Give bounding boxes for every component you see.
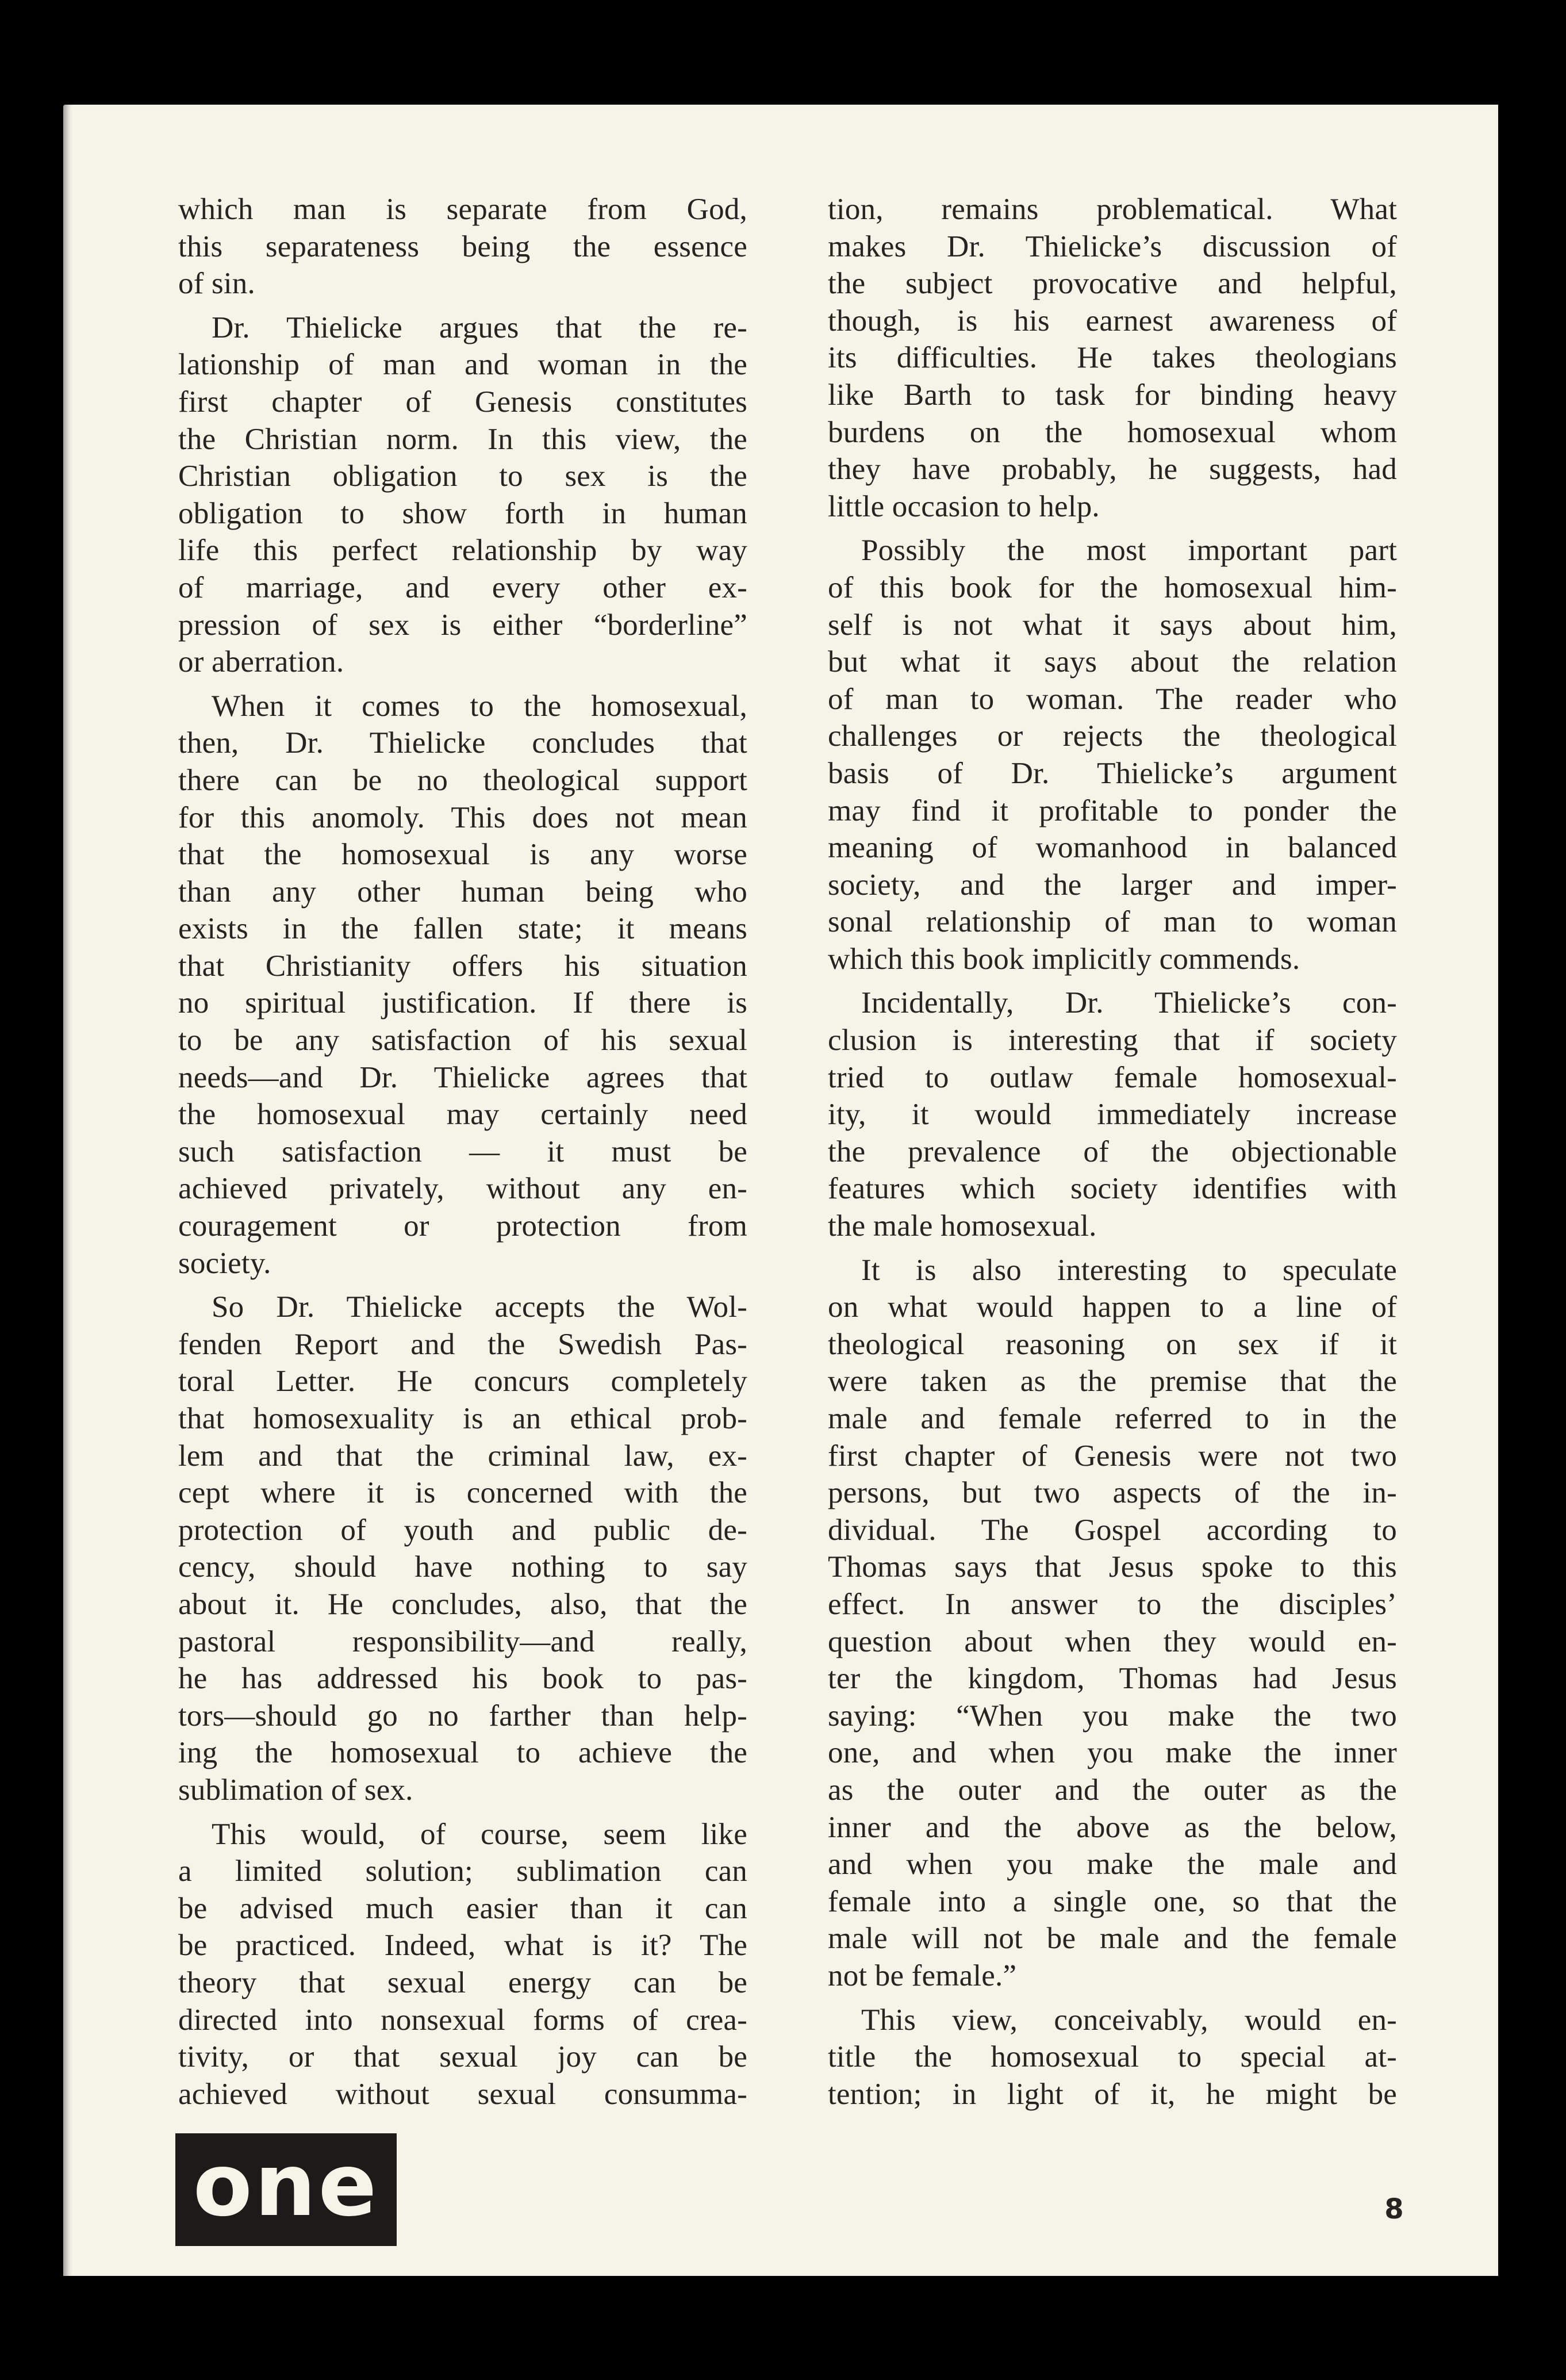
- text-line: saying: “When you make the two: [828, 1699, 1397, 1733]
- text-line: society, and the larger and imper-: [828, 868, 1397, 902]
- one-magazine-logo: [175, 2133, 397, 2246]
- text-line: that homosexuality is an ethical prob-: [178, 1402, 747, 1435]
- logo-text: one: [193, 2136, 379, 2236]
- page-number: 8: [1384, 2193, 1404, 2225]
- paragraph: [828, 984, 1397, 1244]
- text-line: to be any satisfaction of his sexual: [178, 1024, 747, 1057]
- text-line: question about when they would en-: [828, 1624, 1397, 1658]
- magazine-page: [63, 105, 1498, 2276]
- text-line: tried to outlaw female homosexual-: [828, 1060, 1397, 1094]
- text-line: about it. He concludes, also, that the: [178, 1587, 747, 1621]
- text-line: they have probably, he suggests, had: [828, 453, 1397, 486]
- text-line: theological reasoning on sex if it: [828, 1327, 1397, 1361]
- text-line: needs—and Dr. Thielicke agrees that: [178, 1060, 747, 1094]
- text-line: persons, but two aspects of the in-: [828, 1476, 1397, 1510]
- text-line: theory that sexual energy can be: [178, 1965, 747, 1999]
- text-line: Dr. Thielicke argues that the re-: [212, 311, 747, 344]
- text-line: were taken as the premise that the: [828, 1365, 1397, 1398]
- text-line: fenden Report and the Swedish Pas-: [178, 1327, 747, 1361]
- text-line: basis of Dr. Thielicke’s argument: [828, 756, 1397, 790]
- text-line: This view, conceivably, would en-: [861, 2003, 1397, 2037]
- text-line: makes Dr. Thielicke’s discussion of: [828, 229, 1397, 263]
- text-line: features which society identifies with: [828, 1172, 1397, 1206]
- text-line: ing the homosexual to achieve the: [178, 1736, 747, 1770]
- text-line: that Christianity offers his situation: [178, 949, 747, 983]
- text-line: be advised much easier than it can: [178, 1891, 747, 1925]
- text-line: ity, it would immediately increase: [828, 1098, 1397, 1132]
- text-line: sonal relationship of man to woman: [828, 905, 1397, 939]
- text-line: protection of youth and public de-: [178, 1513, 747, 1547]
- text-line: be practiced. Indeed, what is it? The: [178, 1929, 747, 1963]
- text-line: dividual. The Gospel according to: [828, 1513, 1397, 1547]
- text-line: the homosexual may certainly need: [178, 1098, 747, 1132]
- paragraph: [178, 309, 747, 681]
- text-line: pastoral responsibility—and really,: [178, 1624, 747, 1658]
- text-line: exists in the fallen state; it means: [178, 912, 747, 946]
- text-line: effect. In answer to the disciples’: [828, 1587, 1397, 1621]
- text-line: So Dr. Thielicke accepts the Wol-: [212, 1290, 747, 1324]
- text-line: clusion is interesting that if society: [828, 1024, 1397, 1057]
- text-line: pression of sex is either “borderline”: [178, 608, 747, 642]
- text-line: first chapter of Genesis constitutes: [178, 385, 747, 419]
- paragraph: [828, 1252, 1397, 1995]
- text-line: Thomas says that Jesus spoke to this: [828, 1550, 1397, 1584]
- paragraph: [828, 191, 1397, 525]
- text-line: When it comes to the homosexual,: [212, 689, 747, 723]
- text-line: and when you make the male and: [828, 1848, 1397, 1881]
- text-line: there can be no theological support: [178, 763, 747, 797]
- right-text-column: [828, 191, 1397, 2120]
- text-line: obligation to show forth in human: [178, 496, 747, 530]
- text-line: of man to woman. The reader who: [828, 682, 1397, 716]
- left-text-column: [178, 191, 747, 2120]
- text-line: ter the kingdom, Thomas had Jesus: [828, 1662, 1397, 1696]
- paragraph: [178, 688, 747, 1282]
- text-line: that the homosexual is any worse: [178, 838, 747, 872]
- text-line: on what would happen to a line of: [828, 1290, 1397, 1324]
- text-line: the Christian norm. In this view, the: [178, 422, 747, 456]
- text-line: Incidentally, Dr. Thielicke’s con-: [861, 986, 1397, 1020]
- text-line: may find it profitable to ponder the: [828, 794, 1397, 827]
- text-line: first chapter of Genesis were not two: [828, 1439, 1397, 1473]
- text-line: or aberration.: [178, 645, 344, 679]
- text-line: as the outer and the outer as the: [828, 1773, 1397, 1807]
- text-line: tion, remains problematical. What: [828, 193, 1397, 226]
- paragraph: [178, 1289, 747, 1808]
- text-line: cency, should have nothing to say: [178, 1550, 747, 1584]
- text-line: for this anomoly. This does not mean: [178, 800, 747, 834]
- text-line: like Barth to task for binding heavy: [828, 378, 1397, 412]
- text-line: of sin.: [178, 267, 255, 301]
- paragraph: [828, 532, 1397, 978]
- text-line: lem and that the criminal law, ex-: [178, 1439, 747, 1473]
- paragraph: [178, 1816, 747, 2113]
- text-line: meaning of womanhood in balanced: [828, 831, 1397, 865]
- text-line: inner and the above as the below,: [828, 1810, 1397, 1844]
- text-line: couragement or protection from: [178, 1209, 747, 1243]
- text-line: though, is his earnest awareness of: [828, 304, 1397, 338]
- text-line: then, Dr. Thielicke concludes that: [178, 726, 747, 760]
- text-line: he has addressed his book to pas-: [178, 1662, 747, 1696]
- text-line: This would, of course, seem like: [212, 1817, 747, 1851]
- text-line: tivity, or that sexual joy can be: [178, 2040, 747, 2074]
- paragraph: [178, 191, 747, 302]
- text-line: its difficulties. He takes theologians: [828, 341, 1397, 375]
- text-line: no spiritual justification. If there is: [178, 986, 747, 1020]
- text-line: title the homosexual to special at-: [828, 2040, 1397, 2074]
- text-line: society.: [178, 1246, 271, 1280]
- text-line: self is not what it says about him,: [828, 608, 1397, 642]
- paragraph: [828, 2002, 1397, 2113]
- text-line: little occasion to help.: [828, 489, 1100, 523]
- text-line: tention; in light of it, he might be: [828, 2077, 1397, 2111]
- text-line: the subject provocative and helpful,: [828, 267, 1397, 301]
- text-line: male will not be male and the female: [828, 1922, 1397, 1956]
- text-line: burdens on the homosexual whom: [828, 415, 1397, 449]
- text-line: cept where it is concerned with the: [178, 1476, 747, 1510]
- text-line: challenges or rejects the theological: [828, 719, 1397, 753]
- text-line: Christian obligation to sex is the: [178, 459, 747, 493]
- text-line: the male homosexual.: [828, 1209, 1097, 1243]
- text-line: this separateness being the essence: [178, 229, 747, 263]
- text-line: a limited solution; sublimation can: [178, 1854, 747, 1888]
- text-line: the prevalence of the objectionable: [828, 1135, 1397, 1168]
- text-line: not be female.”: [828, 1959, 1017, 1992]
- text-line: than any other human being who: [178, 875, 747, 909]
- text-line: directed into nonsexual forms of crea-: [178, 2003, 747, 2037]
- text-line: but what it says about the relation: [828, 645, 1397, 679]
- text-line: toral Letter. He concurs completely: [178, 1365, 747, 1398]
- text-line: of this book for the homosexual him-: [828, 570, 1397, 604]
- text-line: of marriage, and every other ex-: [178, 570, 747, 604]
- text-line: lationship of man and woman in the: [178, 348, 747, 382]
- text-line: male and female referred to in the: [828, 1402, 1397, 1435]
- text-line: sublimation of sex.: [178, 1773, 413, 1807]
- text-line: female into a single one, so that the: [828, 1884, 1397, 1918]
- text-line: It is also interesting to speculate: [861, 1253, 1397, 1287]
- text-line: tors—should go no farther than help-: [178, 1699, 747, 1733]
- text-line: Possibly the most important part: [861, 534, 1397, 568]
- text-line: which man is separate from God,: [178, 193, 747, 226]
- text-line: such satisfaction — it must be: [178, 1135, 747, 1168]
- text-line: one, and when you make the inner: [828, 1736, 1397, 1770]
- text-line: achieved privately, without any en-: [178, 1172, 747, 1206]
- text-line: which this book implicitly commends.: [828, 942, 1300, 976]
- text-line: achieved without sexual consumma-: [178, 2077, 747, 2111]
- text-line: life this perfect relationship by way: [178, 534, 747, 568]
